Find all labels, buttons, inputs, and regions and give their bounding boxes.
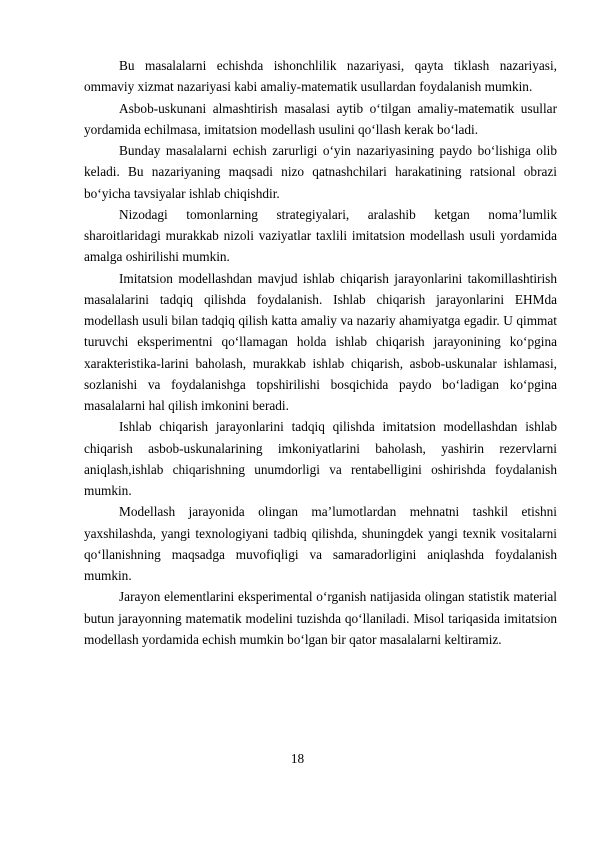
paragraph-4: Nizodagi tomonlarning strategiyalari, aralashib ketgan noma’lumlik sharoitlaridagi murakkab nizoli vaziyatlar taxlili imitatsion modellash usuli yordamida amalga oshirilishi mumkin. xyxy=(84,206,557,265)
paragraph-3: Bunday masalalarni echish zarurligi o‘yin nazariyasining paydo bo‘lishiga olib keladi. Bu nazariyaning maqsadi nizo qatnashchilari harakatining ratsional obrazi bo‘yicha tavsiyalar ishlab chiqishdir. xyxy=(84,143,557,201)
document-page xyxy=(84,55,557,650)
paragraph-5: Imitatsion modellashdan mavjud ishlab chiqarish jarayonlarini takomillashtirish masalalarini tadqiq qilishda foydalanish. Ishlab chiqarish jarayonlarini EHMda modellash usuli bilan tadqiq qilish katta amaliy va nazariy ahamiyatga egadir. U qimmat turuvchi eksperimentni qo‘llamagan holda ishlab chiqarish jarayonining ko‘pgina xarakteristika-larini baholash, murakkab ishlab chiqarish, asbob-uskunalar ishlamasi, sozlanishi va foydalanishga topshirilishi bosqichida paydo bo‘ladigan ko‘pgina masalalarni hal qilish imkonini beradi. xyxy=(84,270,557,413)
paragraph-2: Asbob-uskunani almashtirish masalasi aytib o‘tilgan amaliy-matematik usullar yordamida echilmasa, imitatsion modellash usulini qo‘llash kerak bo‘ladi. xyxy=(84,100,557,137)
paragraph-1: Bu masalalarni echishda ishonchlilik nazariyasi, qayta tiklash nazariyasi, ommaviy xizmat nazariyasi kabi amaliy-matematik usullardan foydalanish mumkin. xyxy=(84,58,557,95)
paragraph-6: Ishlab chiqarish jarayonlarini tadqiq qilishda imitatsion modellashdan ishlab chiqarish asbob-uskunalarining imkoniyatlarini baholash, yashirin rezervlarni aniqlash,ishlab chiqarishning unumdorligi va rentabelligini oshirishda foydalanish mumkin. xyxy=(84,419,557,498)
paragraph-8: Jarayon elementlarini eksperimental o‘rganish natijasida olingan statistik material butun jarayonning matematik modelini tuzishda qo‘llaniladi. Misol tariqasida imitatsion modellash yordamida echish mumkin bo‘lgan bir qator masalalarni keltiramiz. xyxy=(84,589,557,647)
paragraph-7: Modellash jarayonida olingan ma’lumotlardan mehnatni tashkil etishni yaxshilashda, yangi texnologiyani tadbiq qilishda, shuningdek yangi texnik vositalarni qo‘llanishning maqsadga muvofiqligi va samaradorligini aniqlashda foydalanish mumkin. xyxy=(84,504,557,583)
page-number: 18 xyxy=(290,751,305,766)
